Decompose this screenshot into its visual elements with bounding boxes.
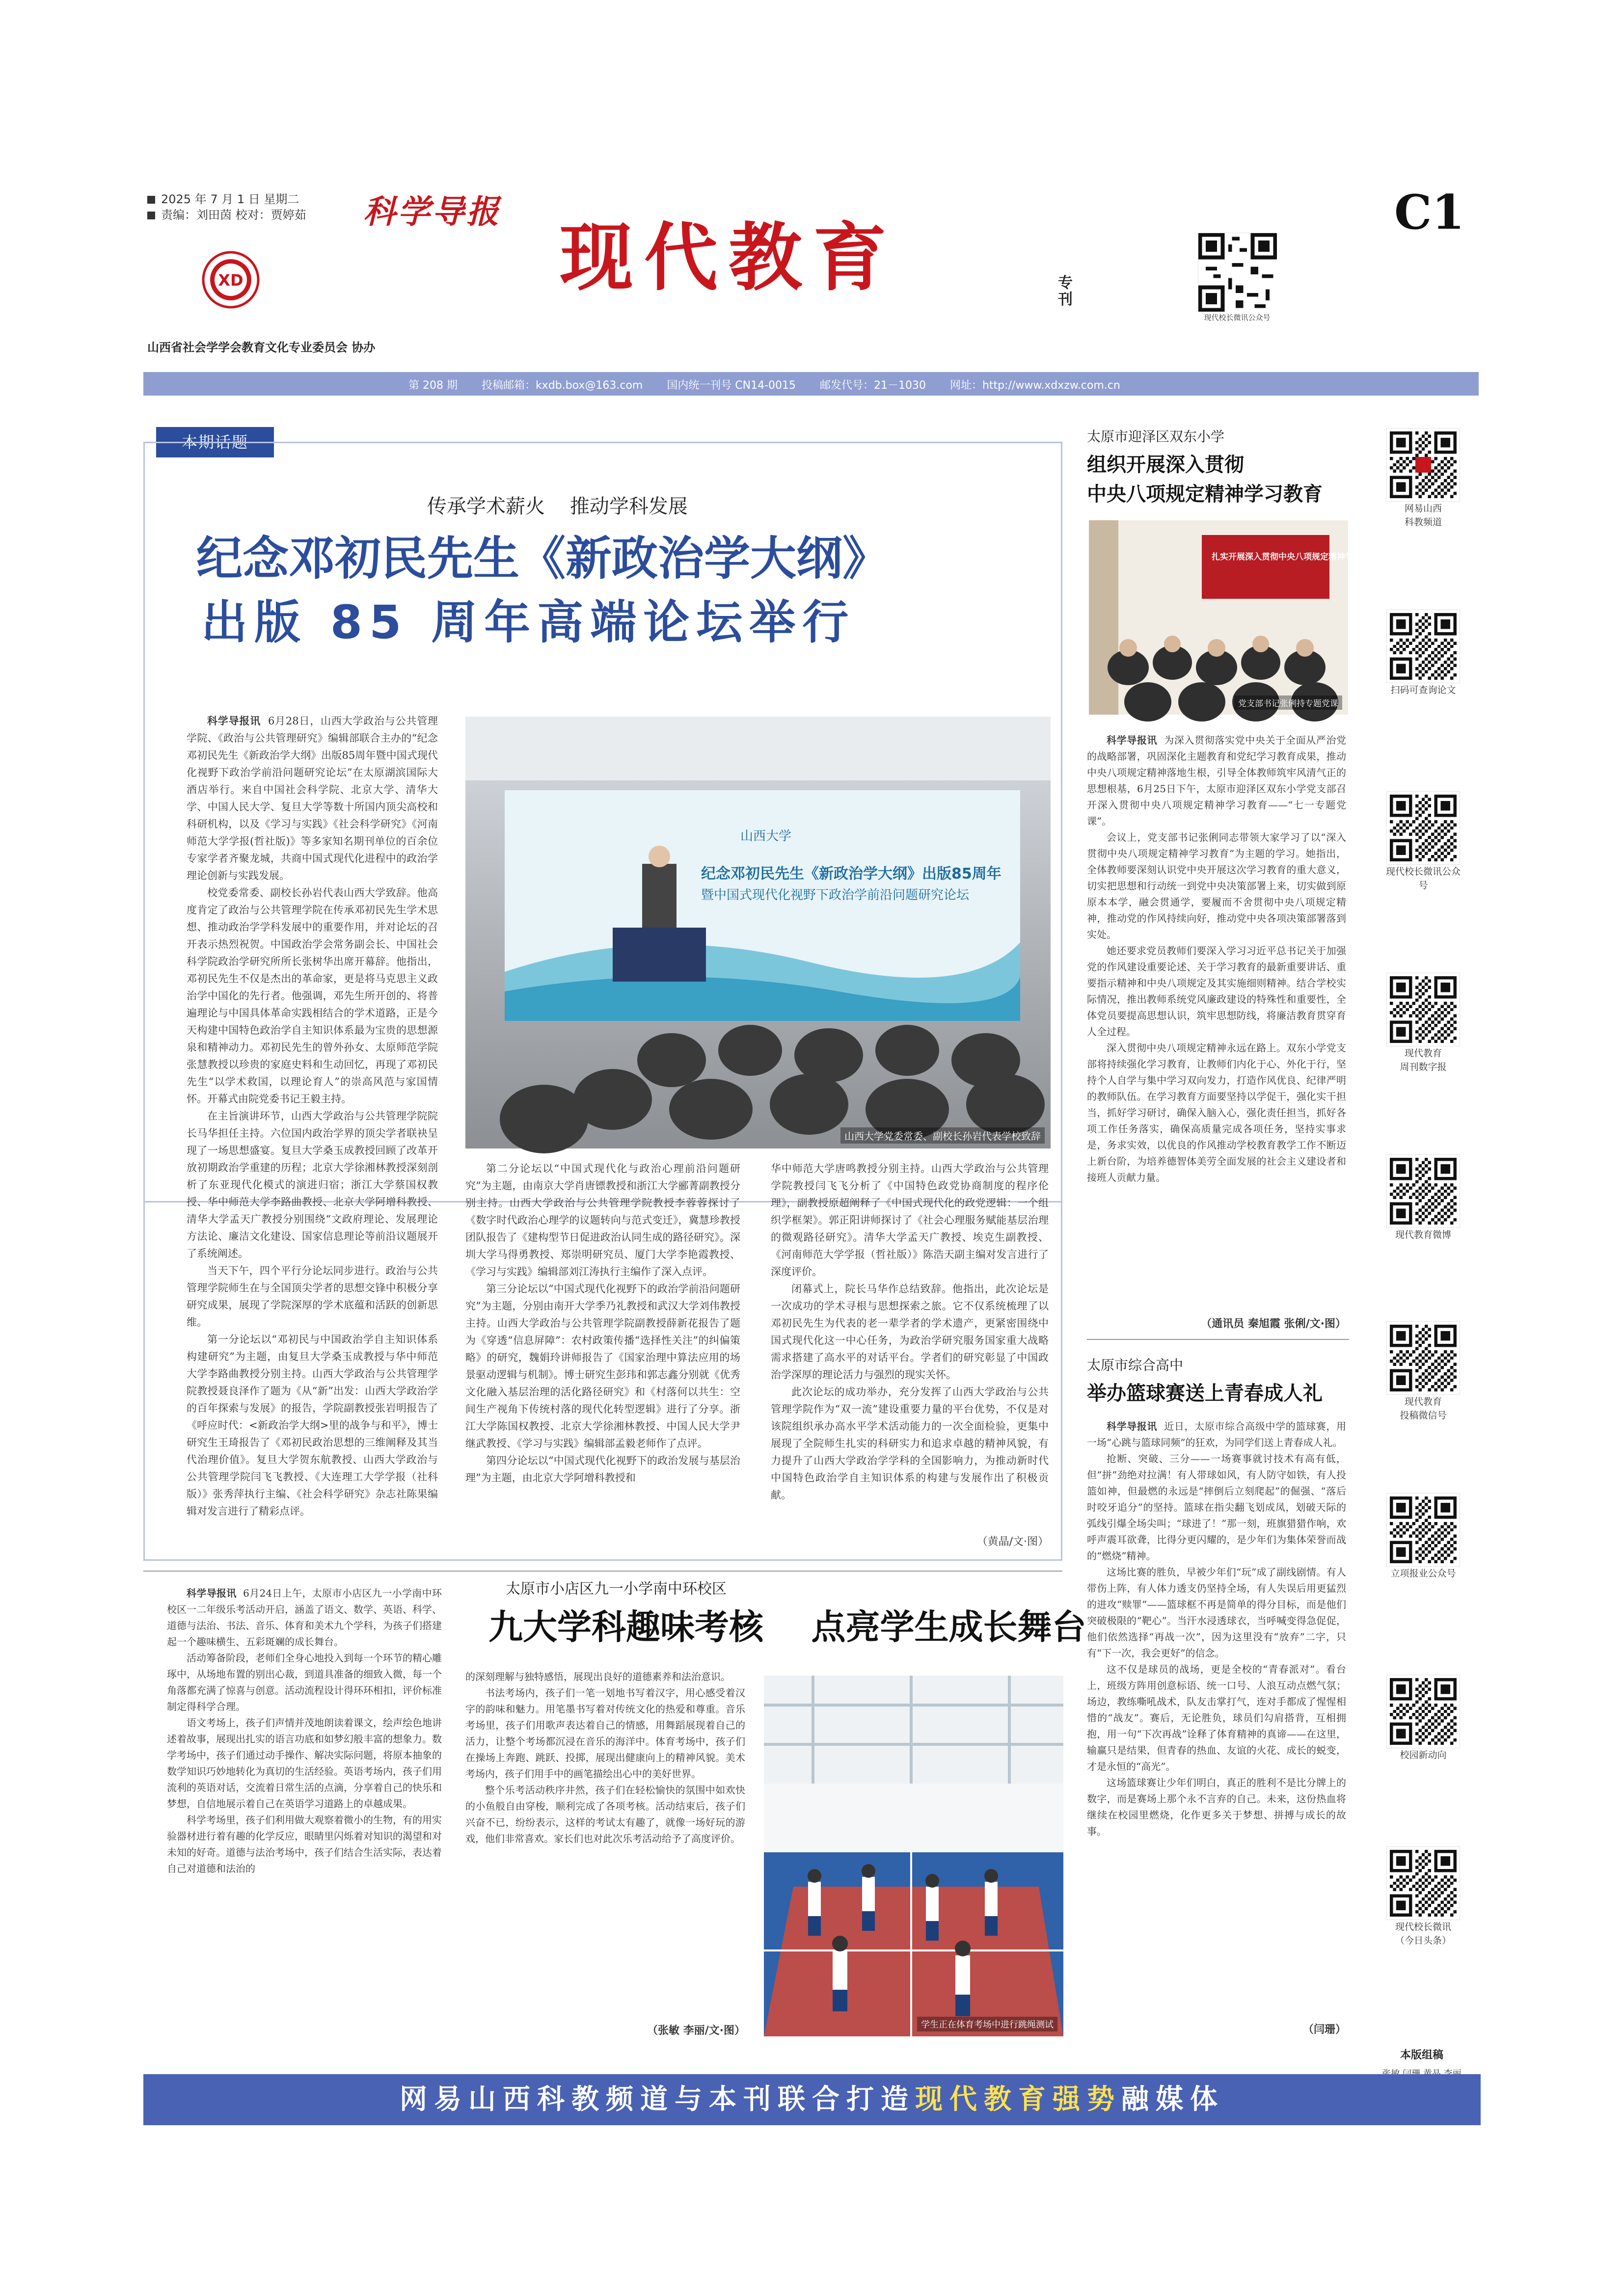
qr-icon [1390, 795, 1457, 861]
qr-icon [1390, 1158, 1457, 1225]
svg-text:暨中国式现代化视野下政治学前沿问题研究论坛: 暨中国式现代化视野下政治学前沿问题研究论坛 [701, 888, 970, 903]
lead-story-byline: （黄晶/文·图） [976, 1536, 1049, 1548]
bottom-story-headline: 九大学科趣味考核 点亮学生成长舞台 [488, 1606, 1086, 1647]
right-story-1-byline: （通讯员 秦旭霞 张俐/文·图） [1201, 1318, 1346, 1330]
lead-story-kicker: 传承学术薪火 推动学科发展 [427, 495, 688, 518]
header-qr-code[interactable] [1198, 233, 1276, 311]
right-story-2-kicker: 太原市综合高中 [1087, 1357, 1184, 1373]
lead-photo-caption: 山西大学党委常委、副校长孙岩代表学校致辞 [840, 1127, 1045, 1144]
date-line: 2025 年 7 月 1 日 星期二 [147, 190, 373, 208]
qr-icon [1390, 1325, 1457, 1391]
svg-text:XD: XD [218, 271, 244, 290]
bottom-story-col-1: 科学导报讯 6月24日上午，太原市小店区九一小学南中环校区一二年级乐考活动开启，涵盖了语文、数学、英语、科学、道德与法治、书法、音乐、体育和美术九个学科，为孩子们搭建起一个趣味横生、五彩斑斓的成长舞台。 活动筹备阶段，老师们全身心地投入到每一个环节的精心雕琢中，从场地布置的别出心裁，到道具准备的细致入微，每一个角落都充满了惊喜与创意。活动流程设计得环环相扣，评价标准制定得科学合理。 语文考场上，孩子们声情并茂地朗读着课文，绘声绘色地讲述着故事，展现出扎实的语言功底和如梦幻般丰富的想象力。数学考场中，孩子们通过动手操作、解决实际问题，将原本抽象的数学知识巧妙地转化为真切的生活经验。英语考场内，孩子们用流利的英语对话，交流着日常生活的点滴，分享着自己的快乐和梦想，自信地展示着自己在英语学习道路上的卓越成果。 科学考场里，孩子们利用做大观察着微小的生物，有的用实验器材进行着有趣的化学反应，眼睛里闪烁着对知识的渴望和对未知的好奇。道德与法治考场中，孩子们结合生活实际，表达着自己对道德和法治的 [167, 1587, 442, 1874]
qr-code[interactable] [1386, 973, 1460, 1046]
qr-tile[interactable] [1381, 1321, 1465, 1422]
qr-label: 立项报业公众号 [1390, 1568, 1456, 1579]
right-story-1-photo-caption: 党支部书记张俐持专题党课 [1234, 695, 1342, 710]
qr-icon [1390, 976, 1457, 1043]
special-label: 专刊 [1058, 274, 1073, 308]
right-story-2-headline: 举办篮球赛送上青春成人礼 [1087, 1382, 1323, 1405]
divider [143, 1571, 1062, 1572]
qr-code[interactable] [1386, 791, 1460, 865]
qr-tile[interactable] [1381, 610, 1465, 697]
editors-box-title: 本版组稿 [1400, 2049, 1443, 2061]
qr-code[interactable] [1386, 1493, 1460, 1567]
qr-tile[interactable] [1381, 428, 1465, 529]
qr-code[interactable] [1386, 610, 1460, 683]
qr-code[interactable] [1386, 428, 1460, 502]
qr-code[interactable] [1386, 1154, 1460, 1228]
qr-label-2: 周刊数字报 [1400, 1062, 1447, 1072]
qr-label: 现代教育 [1404, 1048, 1442, 1059]
qr-code[interactable] [1386, 1846, 1460, 1920]
qr-label: 校园新动向 [1400, 1750, 1447, 1761]
sponsor-line: 山西省社会学学会教育文化专业委员会 协办 [147, 341, 376, 354]
org-logo [201, 250, 260, 309]
qr-code[interactable] [1386, 1321, 1460, 1395]
bottom-story-byline: （张敏 李丽/文·图） [647, 2025, 745, 2037]
qr-icon [1198, 233, 1277, 312]
right-story-1-photo [1089, 520, 1379, 715]
bottom-photo-caption: 学生正在体育考场中进行跳绳测试 [917, 2017, 1057, 2031]
qr-label-2: （今日头条） [1395, 1935, 1451, 1946]
qr-label: 网易山西 [1404, 503, 1442, 514]
footer-banner-text: 网易山西科教频道与本刊联合打造现代教育强势融媒体 [400, 2083, 1224, 2115]
qr-label: 现代教育 [1404, 1396, 1442, 1407]
lead-story-tag: 本期话题 [156, 427, 274, 457]
qr-icon [1390, 431, 1457, 498]
qr-label: 现代校长微讯 [1395, 1922, 1451, 1932]
qr-column [1362, 428, 1481, 2043]
qr-label-2: 科教频道 [1404, 517, 1442, 528]
right-story-1-headline-1: 组织开展深入贯彻 [1087, 454, 1244, 476]
qr-label-2: 投稿微信号 [1400, 1410, 1447, 1421]
qr-label: 扫码可查询论文 [1390, 685, 1456, 695]
svg-text:纪念邓初民先生《新政治学大纲》出版85周年: 纪念邓初民先生《新政治学大纲》出版85周年 [701, 865, 1001, 882]
right-story-1-headline-2: 中央八项规定精神学习教育 [1087, 483, 1323, 506]
qr-tile[interactable] [1381, 1675, 1465, 1762]
svg-text:扎实开展深入贯彻中央八项规定精神学习教育: 扎实开展深入贯彻中央八项规定精神学习教育 [1212, 552, 1379, 562]
page-code: C1 [1394, 185, 1465, 240]
lead-story-border [143, 442, 1062, 1561]
lead-story-headline-2: 出版 85 周年高端论坛举行 [201, 596, 856, 649]
bottom-story-col-2: 的深刻理解与独特感悟，展现出良好的道德素养和法治意识。 书法考场内，孩子们一笔一划地书写着汉字，用心感受着汉字的韵味和魅力。用笔墨书写着对传统文化的热爱和尊重。音乐考场里，孩子们用歌声表达着自己的情感，用舞蹈展现着自己的活力，让整个考场都沉浸在音乐的海洋中。体育考场中，孩子们在操场上奔跑、跳跃、投掷，展现出健康向上的精神风貌。美术考场内，孩子们用手中的画笔描绘出心中的美好世界。 整个乐考活动秩序井然，孩子们在轻松愉快的氛围中如欢快的小鱼般自由穿梭，顺利完成了各项考核。活动结束后，孩子们兴奋不已，纷纷表示，这样的考试太有趣了，就像一场好玩的游戏，他们非常喜欢。家长们也对此次乐考活动给予了高度评价。 [465, 1671, 745, 1844]
lead-story-headline-1: 纪念邓初民先生《新政治学大纲》 [196, 532, 889, 586]
qr-tile[interactable] [1381, 791, 1465, 892]
bottom-story-kicker: 太原市小店区九一小学南中环校区 [506, 1580, 727, 1598]
section-title: 现代教育 [560, 214, 898, 301]
bottom-story-photo [764, 1676, 1063, 2036]
qr-icon [1390, 1496, 1457, 1563]
qr-tile[interactable] [1381, 1493, 1465, 1580]
qr-tile[interactable] [1381, 1154, 1465, 1242]
masthead: 科学导报 [363, 192, 501, 231]
footer-banner [143, 2074, 1481, 2125]
qr-label: 现代教育微博 [1395, 1229, 1451, 1240]
lead-story-col-2: 第二分论坛以“中国式现代化与政治心理前沿问题研究”为主题，由南京大学肖唐镖教授和浙江大学郦菁副教授分别主持。山西大学政治与公共管理学院教授李蓉蓉探讨了《数字时代政治心理学的议题转向与范式变迁》，冀慧珍教授团队报告了《建构型节日促进政治认同生成的路径研究》。深圳大学马得勇教授、郑崇明研究员、厦门大学李艳霞教授、《学习与实践》编辑部刘江涛执行主编作了深入点评。 第三分论坛以“中国式现代化视野下的政治学前沿问题研究”为主题，分别由南开大学季乃礼教授和武汉大学刘伟教授主持。山西大学政治与公共管理学院副教授薛新花报告了题为《穿透“信息屏障”：农村政策传播“选择性关注”的纠偏策略》的研究，魏娟玲讲师报告了《国家治理中算法应用的场景驱动逻辑与机制》。博士研究生彭玮和郭志鑫分别就《优秀文化融入基层治理的活化路径研究》和《村落何以共生：空间生产视角下传统村落的现代化转型逻辑》进行了分享。浙江大学陈国权教授、北京大学徐湘林教授、中国人民大学尹继武教授、《学习与实践》编辑部孟毅老师作了点评。 第四分论坛以“中国式现代化视野下的政治发展与基层治理”为主题，由北京大学阿增科教授和 [465, 1163, 740, 1484]
qr-icon [1390, 613, 1457, 680]
svg-text:山西大学: 山西大学 [740, 829, 792, 844]
info-bar [143, 372, 1479, 396]
lead-story-col-3: 华中师范大学唐鸣教授分别主持。山西大学政治与公共管理学院教授闫飞飞分析了《中国特色政党协商制度的程序伦理》，副教授原超阐释了《中国式现代化的政党逻辑：一个组织学框架》。郭正阳讲师探讨了《社会心理服务赋能基层治理的微观路径研究》。清华大学孟天广教授、埃克生副教授、《河南师范大学学报（哲社版）》陈浩天副主编对发言进行了深度评价。 闭幕式上，院长马华作总结致辞。他指出，此次论坛是一次成功的学术寻根与思想探索之旅。它不仅系统梳理了以邓初民先生为代表的老一辈学者的学术遗产，更紧密围绕中国式现代化这一中心任务，为政治学研究服务国家重大战略需求搭建了高水平的对话平台。学者们的研究彰显了中国政治学深厚的理论活力与强烈的现实关怀。 此次论坛的成功举办，充分发挥了山西大学政治与公共管理学院作为“双一流”建设重要力量的平台优势，不仅是对该院组织承办高水平学术活动能力的一次全面检验，更集中展现了全院师生扎实的科研实力和追求卓越的精神风貌，有力提升了山西大学政治学学科的全国影响力，为推动新时代中国特色政治学自主知识体系的构建与发展作出了积极贡献。 [771, 1163, 1049, 1501]
divider [1087, 1339, 1349, 1340]
qr-tile[interactable] [1381, 973, 1465, 1074]
right-story-1-body: 科学导报讯 为深入贯彻落实党中央关于全面从严治党的战略部署，巩固深化主题教育和党纪学习教育成果，推动中央八项规定精神落地生根，引导全体教师筑牢风清气正的思想根基，6月25日下午，太原市迎泽区双东小学党支部召开深入贯彻中央八项规定精神学习教育——“七一专题党课”。 会议上，党支部书记张俐同志带领大家学习了以“深入贯彻中央八项规定精神学习教育”为主题的学习。她指出，全体教师要深刻认识党中央开展这次学习教育的重大意义，切实把思想和行动统一到党中央决策部署上来，切实做到原原本本学，融会贯通学，要履而不舍贯彻中央八项规定精神，推动党的作风持续向好，推动党中央各项决策部署落到实处。 她还要求党员教师们要深入学习习近平总书记关于加强党的作风建设重要论述、关于学习教育的最新重要讲话、重要指示精神和中央八项规定及其实施细则精神。结合学校实际情况，推出教师系统党风廉政建设的特殊性和重要性，全体党员要提高思想认识，筑牢思想防线，将廉洁教育贯穿育人全过程。 深入贯彻中央八项规定精神永远在路上。双东小学党支部将持续强化学习教育，让教师们内化于心、外化于行，坚持个人自学与集中学习双向发力，打造作风优良、纪律严明的教师队伍。在学习教育方面要坚持以学促干，强化实干担当，抓好学习研讨，确保入脑入心，强化责任担当，抓好各项工作任务落实，确保高质量完成各项任务，坚持实事求是，务求实效，以优良的作风推动学校教育教学工作不断迈上新台阶，为培养德智体美劳全面发展的社会主义建设者和接班人贡献力量。 [1087, 734, 1347, 1183]
qr-code[interactable] [1386, 1675, 1460, 1748]
qr-icon [1390, 1678, 1457, 1745]
right-story-2-body: 科学导报讯 近日，太原市综合高级中学的篮球赛，用一场“心跳与篮球同频”的狂欢，为同学们送上青春成人礼。 抢断、突破、三分——一场赛事就讨技术有高有低，但“拼”劲绝对拉满！有人带球如风，有人防守如铁，有人投篮如神，但最燃的永远是“摔倒后立刻爬起”的倔强、“落后时咬牙追分”的坚持。篮球在指尖翻飞划成凤，划破天际的弧线引爆全场尖叫；“球进了！”那一刻，班旗猎猎作响，欢呼声震耳欲聋，比得分更闪耀的，是少年们为集体荣誉而战的“燃烧”精神。 这场比赛的胜负，早被少年们“玩”成了副线剧情。有人带伤上阵，有人体力透支仍坚持全场，有人失误后用更猛烈的进攻“赎罪”——篮球框不再是简单的得分目标，而是他们突破极限的“靶心”。当汗水浸透球衣，当呼喊变得急促促，他们依然选择“再战一次”，因为这里没有“放弃”二字，只有“下一次，我会更好”的信念。 这不仅是球员的战场，更是全校的“青春派对”。看台上，班级方阵用创意标语、统一口号、人浪互动点燃气氛；场边，教练嘶吼战术，队友击掌打气，连对手都成了惺惺相惜的“战友”。赛后，无论胜负，球员们勾肩搭背，互相拥抱，用一句“下次再战”诠释了体育精神的真谛——在这里，输赢只是结果，但青春的热血、友谊的火花、成长的蜕变，才是永恒的“高光”。 这场篮球赛让少年们明白，真正的胜利不是比分牌上的数字，而是赛场上那个永不言弃的自己。未来，这份热血将继续在校园里燃烧，化作更多关于梦想、拼搏与成长的故事。 [1087, 1420, 1347, 1837]
header-qr-caption: 现代校长微讯公众号 [1204, 313, 1271, 322]
editor-line: 责编：刘田茵 校对：贾婷茹 [147, 206, 373, 224]
right-story-2-byline: （闫珊） [1302, 2024, 1346, 2036]
qr-icon [1390, 1850, 1457, 1917]
qr-label: 现代校长微讯公众号 [1385, 866, 1461, 891]
qr-tile[interactable] [1381, 1846, 1465, 1948]
right-story-1-kicker: 太原市迎泽区双东小学 [1087, 428, 1225, 445]
info-bar-text: 第 208 期 投稿邮箱：kxdb.box@163.com 国内统一刊号 CN14-0015 邮发代号：21－1030 网址：http://www.xdxzw.com.cn [408, 379, 1120, 392]
lead-story-col-1: 科学导报讯 6月28日，山西大学政治与公共管理学院、《政治与公共管理研究》编辑部联合主办的“纪念邓初民先生《新政治学大纲》出版85周年暨中国式现代化视野下政治学前沿问题研究论坛”在太原湖滨国际大酒店举行。来自中国社会科学院、北京大学、清华大学、中国人民大学、复旦大学等数十所国内顶尖高校和科研机构，以及《学习与实践》《社会科学研究》《河南师范大学学报(哲社版)》等多家知名期刊单位的百余位专家学者齐聚龙城，共商中国式现代化进程中的政治学理论创新与实践发展。 校党委常委、副校长孙岩代表山西大学致辞。他高度肯定了政治与公共管理学院在传承邓初民先生学术思想、推动政治学学科发展中的重要作用，并对论坛的召开表示热烈祝贺。中国政治学会常务副会长、中国社会科学院政治学研究所所长张树华出席开幕辞。他指出，邓初民先生不仅是杰出的革命家，更是将马克思主义政治学中国化的先行者。他强调，邓先生所开创的、将普遍理论与中国具体革命实践相结合的学术道路，正是今天构建中国特色政治学自主知识体系最为宝贵的思想源泉和精神动力。邓初民先生的曾外孙女、太原师范学院张慧教授以珍贵的家庭史料和生动回忆，再现了邓初民先生“以学术救国，以理论育人”的崇高风范与家国情怀。开幕式由院党委书记王毅主持。 在主旨演讲环节，山西大学政治与公共管理学院院长马华担任主持。六位国内政治学界的顶尖学者联袂呈现了一场思想盛宴。复旦大学桑玉成教授回顾了改革开放初期政治学重建的历程；北京大学徐湘林教授深刻剖析了东亚现代化模式的演进归宿；浙江大学蔡国权教授、华中师范大学李路曲教授、北京大学阿增科教授、清华大学孟天广教授分别围绕“文政府理论、发展理论方法论、廉洁文化建设、国家信息理论等前沿议题展开了系统阐述。 当天下午，四个平行分论坛同步进行。政治与公共管理学院师生在与全国顶尖学者的思想交锋中积极分享研究成果，展现了学院深厚的学术底蕴和活跃的创新思维。 第一分论坛以“邓初民与中国政治学自主知识体系构建研究”为主题，由复旦大学桑玉成教授与华中师范大学李路曲教授分别主持。山西大学政治与公共管理学院教授聂良泽作了题为《从“新”出发：山西大学政治学的百年探索与发展》的报告，学院副教授张岩明报告了《呼应时代：<新政治学大纲>里的战争与和平》，博士研究生王琦报告了《邓初民政治思想的三维阐释及其当代治理价值》。复旦大学贺东航教授、山西大学政治与公共管理学院闫飞飞教授、《大连理工大学学报（社科版）》张秀萍执行主编、《社会科学研究》杂志社陈果编辑对发言进行了精彩点评。 [187, 715, 438, 1517]
